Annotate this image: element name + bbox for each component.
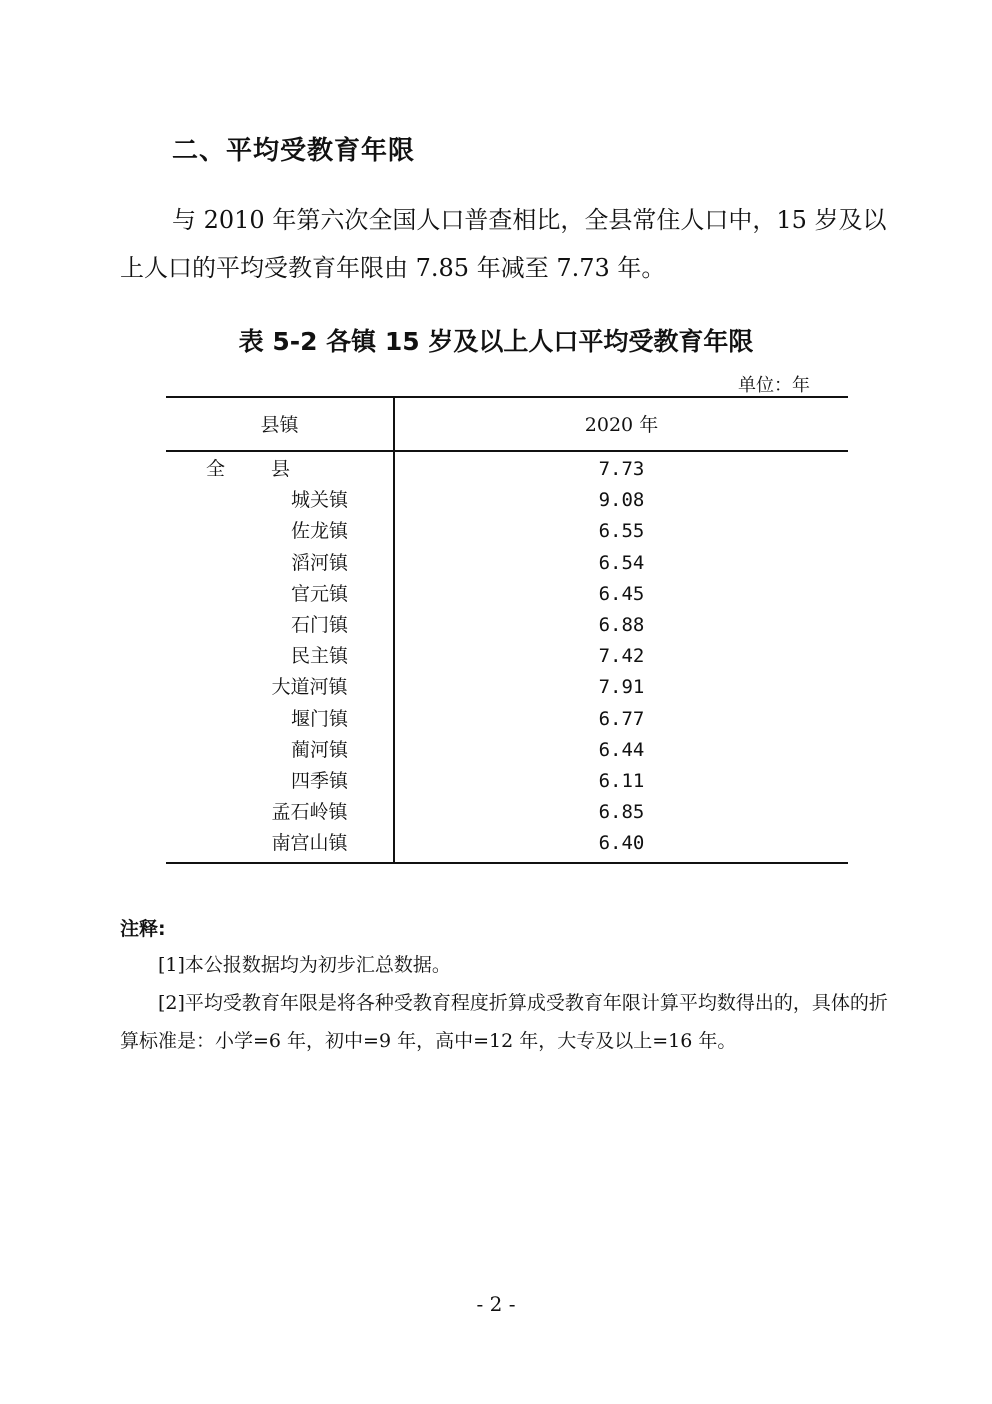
row-name: 官元镇 — [290, 582, 348, 605]
table-row — [166, 485, 848, 516]
note-item — [120, 946, 900, 984]
row-value: 7.42 — [598, 645, 645, 668]
row-name: 城关镇 — [290, 489, 348, 512]
summary-paragraph — [120, 196, 900, 292]
note-text: [2]平均受教育年限是将各种受教育程度折算成受教育年限计算平均数得出的，具体的折算标准是：小学=6 年，初中=9 年，高中=12 年，大专及以上=16 年。 — [120, 992, 888, 1052]
notes-title: 注释: — [120, 918, 166, 940]
table-row — [166, 766, 848, 797]
row-value: 6.45 — [598, 582, 645, 605]
table-top-rule — [166, 396, 848, 398]
row-value: 6.44 — [598, 738, 645, 761]
row-value: 6.85 — [598, 801, 645, 824]
table-unit: 单位：年 — [738, 375, 810, 396]
row-name: 四季镇 — [290, 769, 348, 792]
table-row — [166, 735, 848, 766]
table-row — [166, 610, 848, 641]
row-value: 9.08 — [598, 489, 645, 512]
section-title: 二、平均受教育年限 — [172, 136, 416, 166]
table-row — [166, 672, 848, 703]
row-value: 7.91 — [598, 676, 645, 699]
row-value: 6.11 — [598, 769, 645, 792]
header-year: 2020 年 — [584, 414, 659, 436]
table-row — [166, 797, 848, 828]
header-town: 县镇 — [260, 414, 299, 436]
row-value: 7.73 — [598, 458, 645, 480]
table-title: 表 5-2 各镇 15 岁及以上人口平均受教育年限 — [238, 327, 754, 356]
summary-paragraph-text: 与 2010 年第六次全国人口普查相比，全县常住人口中，15 岁及以上人口的平均受教育年限由 7.85 年减至 7.73 年。 — [120, 206, 887, 282]
table-row — [166, 579, 848, 610]
row-value: 6.77 — [598, 707, 645, 730]
note-text: [1]本公报数据均为初步汇总数据。 — [158, 954, 451, 976]
row-name: 蔺河镇 — [290, 738, 348, 761]
row-name: 南宫山镇 — [271, 832, 348, 855]
table-row — [166, 548, 848, 579]
table-bottom-rule — [166, 862, 848, 864]
table-row — [166, 516, 848, 547]
row-value: 6.54 — [598, 551, 645, 574]
table-row — [166, 704, 848, 735]
row-name: 民主镇 — [290, 645, 348, 668]
row-name: 大道河镇 — [271, 676, 348, 699]
row-name: 滔河镇 — [290, 551, 348, 574]
row-value: 6.55 — [598, 520, 645, 543]
row-name: 全 县 — [206, 458, 311, 480]
row-value: 6.88 — [598, 613, 645, 636]
row-value: 6.40 — [598, 832, 645, 855]
row-name: 孟石岭镇 — [271, 801, 348, 824]
row-name: 堰门镇 — [290, 707, 348, 730]
table-row — [166, 454, 848, 485]
table-row — [166, 641, 848, 672]
table-row — [166, 828, 848, 859]
page-number: - 2 - — [476, 1292, 516, 1316]
note-item — [120, 984, 900, 1060]
table-body — [166, 454, 848, 859]
row-name: 石门镇 — [290, 613, 348, 636]
row-name: 佐龙镇 — [290, 520, 348, 543]
table-header-rule — [166, 450, 848, 452]
